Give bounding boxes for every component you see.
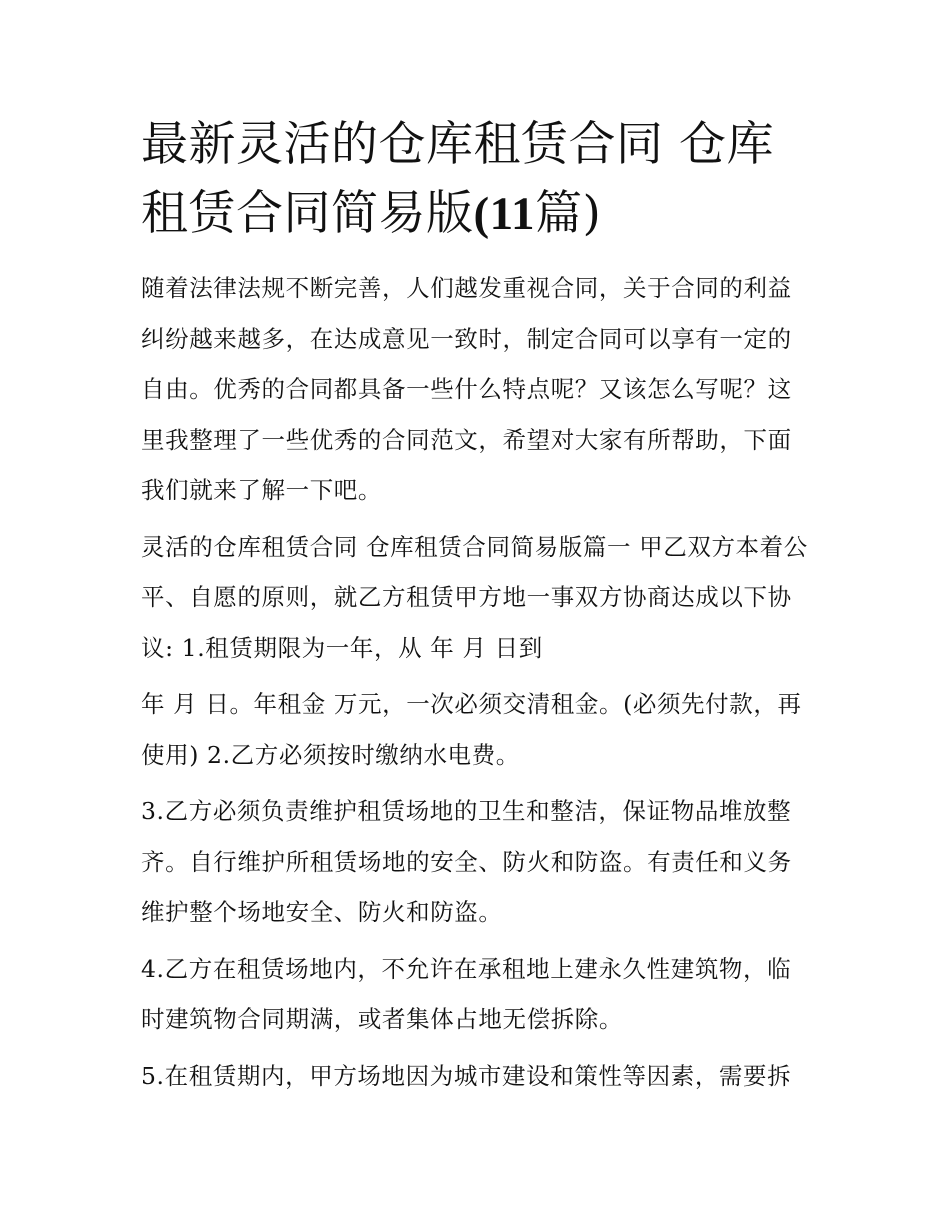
title-line-2-num: (11 — [473, 188, 536, 240]
contract-opening-paragraph: 灵活的仓库租赁合同 仓库租赁合同简易版篇一 甲乙双方本着公平、自愿的原则，就乙方租赁甲方地一事双方协商达成以下协议: 1.租赁期限为一年，从 年 月 日到 — [141, 532, 808, 662]
document-page — [141, 110, 813, 1101]
rent-terms-paragraph: 年 月 日。年租金 万元，一次必须交清租金。(必须先付款，再使用) 2.乙方必须按时缴纳水电费。 — [141, 690, 802, 769]
clause-4-paragraph: 4.乙方在租赁场地内，不允许在承租地上建永久性建筑物，临时建筑物合同期满，或者集体占地无偿拆除。 — [141, 954, 792, 1033]
clause-3-paragraph: 3.乙方必须负责维护租赁场地的卫生和整洁，保证物品堆放整齐。自行维护所租赁场地的安全、防火和防盗。有责任和义务维护整个场地安全、防火和防盗。 — [141, 797, 792, 926]
title-line-2-end: 篇) — [535, 186, 602, 241]
title-line-2-text: 租赁合同简易版 — [141, 186, 474, 241]
title-line-1: 最新灵活的仓库租赁合同 仓库 — [141, 117, 774, 172]
clause-5-paragraph: 5.在租赁期内，甲方场地因为城市建设和策性等因素，需要拆 — [141, 1061, 792, 1090]
document-title — [141, 110, 813, 249]
intro-paragraph: 随着法律法规不断完善，人们越发重视合同，关于合同的利益纠纷越来越多，在达成意见一致时，制定合同可以享有一定的自由。优秀的合同都具备一些什么特点呢？又该怎么写呢？这里我整理了一些优秀的合同范文，希望对大家有所帮助，下面我们就来了解一下吧。 — [141, 274, 792, 504]
